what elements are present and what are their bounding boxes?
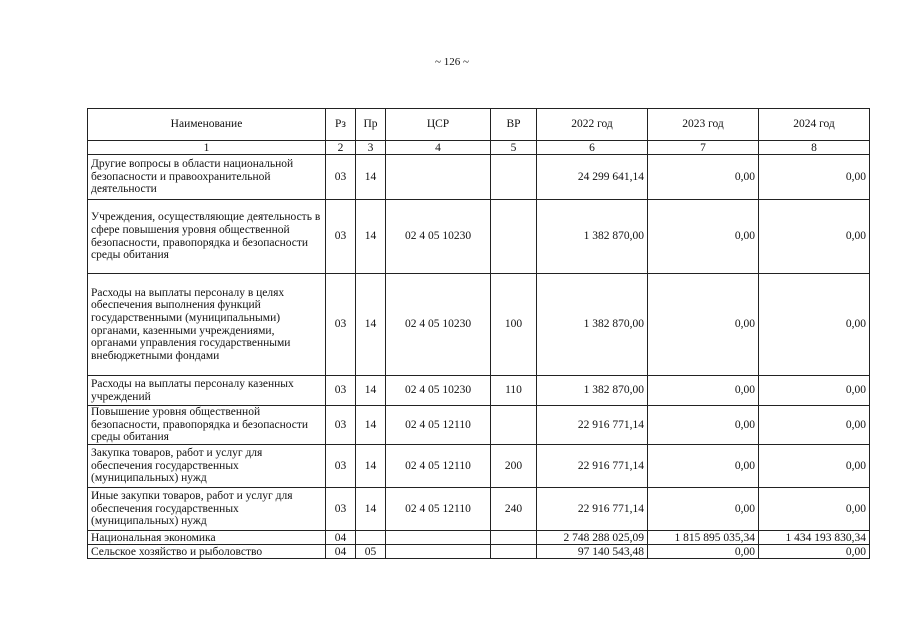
vr-cell bbox=[491, 531, 537, 545]
amount-2023-cell: 0,00 bbox=[648, 488, 759, 531]
rz-cell: 03 bbox=[326, 376, 356, 406]
name-cell: Повышение уровня общественной безопасности, правопорядка и безопасности среды обитания bbox=[88, 406, 326, 445]
header-row bbox=[88, 109, 870, 141]
table-row bbox=[88, 274, 870, 376]
amount-2022-cell: 1 382 870,00 bbox=[537, 200, 648, 274]
name-cell: Сельское хозяйство и рыболовство bbox=[88, 545, 326, 559]
pr-cell bbox=[356, 531, 386, 545]
header-cell: ВР bbox=[491, 109, 537, 141]
table-row bbox=[88, 445, 870, 488]
rz-cell: 03 bbox=[326, 488, 356, 531]
column-number-cell: 4 bbox=[386, 141, 491, 155]
amount-2022-cell: 1 382 870,00 bbox=[537, 376, 648, 406]
table-row bbox=[88, 531, 870, 545]
rz-cell: 03 bbox=[326, 445, 356, 488]
page-number: ~ 126 ~ bbox=[435, 56, 469, 68]
amount-2024-cell: 0,00 bbox=[759, 406, 870, 445]
csr-cell bbox=[386, 545, 491, 559]
column-number-cell: 3 bbox=[356, 141, 386, 155]
csr-cell: 02 4 05 12110 bbox=[386, 406, 491, 445]
csr-cell bbox=[386, 155, 491, 200]
column-number-cell: 6 bbox=[537, 141, 648, 155]
header-cell: 2024 год bbox=[759, 109, 870, 141]
amount-2022-cell: 97 140 543,48 bbox=[537, 545, 648, 559]
vr-cell: 110 bbox=[491, 376, 537, 406]
column-number-row bbox=[88, 141, 870, 155]
header-cell: Пр bbox=[356, 109, 386, 141]
csr-cell: 02 4 05 12110 bbox=[386, 445, 491, 488]
header-cell: Наименование bbox=[88, 109, 326, 141]
pr-cell: 14 bbox=[356, 488, 386, 531]
name-cell: Другие вопросы в области национальной безопасности и правоохранительной деятельности bbox=[88, 155, 326, 200]
column-number-cell: 2 bbox=[326, 141, 356, 155]
column-number-cell: 7 bbox=[648, 141, 759, 155]
column-number-cell: 8 bbox=[759, 141, 870, 155]
amount-2023-cell: 0,00 bbox=[648, 200, 759, 274]
name-cell: Закупка товаров, работ и услуг для обеспечения государственных (муниципальных) нужд bbox=[88, 445, 326, 488]
table-row bbox=[88, 406, 870, 445]
csr-cell: 02 4 05 10230 bbox=[386, 274, 491, 376]
vr-cell bbox=[491, 545, 537, 559]
table-row bbox=[88, 200, 870, 274]
name-cell: Национальная экономика bbox=[88, 531, 326, 545]
vr-cell: 240 bbox=[491, 488, 537, 531]
pr-cell: 14 bbox=[356, 200, 386, 274]
rz-cell: 03 bbox=[326, 406, 356, 445]
csr-cell: 02 4 05 10230 bbox=[386, 376, 491, 406]
vr-cell: 100 bbox=[491, 274, 537, 376]
amount-2024-cell: 0,00 bbox=[759, 445, 870, 488]
name-cell: Учреждения, осуществляющие деятельность в сфере повышения уровня общественной безопасности, правопорядка и безопасности среды обитания bbox=[88, 200, 326, 274]
pr-cell: 14 bbox=[356, 155, 386, 200]
amount-2023-cell: 0,00 bbox=[648, 376, 759, 406]
amount-2024-cell: 0,00 bbox=[759, 155, 870, 200]
amount-2024-cell: 0,00 bbox=[759, 488, 870, 531]
amount-2022-cell: 22 916 771,14 bbox=[537, 406, 648, 445]
rz-cell: 03 bbox=[326, 155, 356, 200]
rz-cell: 04 bbox=[326, 531, 356, 545]
pr-cell: 14 bbox=[356, 376, 386, 406]
vr-cell bbox=[491, 200, 537, 274]
pr-cell: 14 bbox=[356, 445, 386, 488]
budget-table bbox=[87, 108, 870, 559]
csr-cell: 02 4 05 10230 bbox=[386, 200, 491, 274]
table-row bbox=[88, 155, 870, 200]
amount-2024-cell: 0,00 bbox=[759, 376, 870, 406]
pr-cell: 14 bbox=[356, 406, 386, 445]
amount-2022-cell: 2 748 288 025,09 bbox=[537, 531, 648, 545]
table-row bbox=[88, 545, 870, 559]
amount-2023-cell: 0,00 bbox=[648, 274, 759, 376]
rz-cell: 04 bbox=[326, 545, 356, 559]
name-cell: Расходы на выплаты персоналу казенных учреждений bbox=[88, 376, 326, 406]
amount-2024-cell: 0,00 bbox=[759, 545, 870, 559]
amount-2023-cell: 1 815 895 035,34 bbox=[648, 531, 759, 545]
table-row bbox=[88, 376, 870, 406]
header-cell: Рз bbox=[326, 109, 356, 141]
rz-cell: 03 bbox=[326, 274, 356, 376]
amount-2023-cell: 0,00 bbox=[648, 155, 759, 200]
amount-2022-cell: 1 382 870,00 bbox=[537, 274, 648, 376]
amount-2023-cell: 0,00 bbox=[648, 445, 759, 488]
table-row bbox=[88, 488, 870, 531]
vr-cell: 200 bbox=[491, 445, 537, 488]
pr-cell: 14 bbox=[356, 274, 386, 376]
amount-2022-cell: 24 299 641,14 bbox=[537, 155, 648, 200]
column-number-cell: 1 bbox=[88, 141, 326, 155]
column-number-cell: 5 bbox=[491, 141, 537, 155]
pr-cell: 05 bbox=[356, 545, 386, 559]
amount-2023-cell: 0,00 bbox=[648, 406, 759, 445]
csr-cell: 02 4 05 12110 bbox=[386, 488, 491, 531]
amount-2022-cell: 22 916 771,14 bbox=[537, 445, 648, 488]
amount-2024-cell: 0,00 bbox=[759, 200, 870, 274]
amount-2024-cell: 0,00 bbox=[759, 274, 870, 376]
vr-cell bbox=[491, 406, 537, 445]
header-cell: 2023 год bbox=[648, 109, 759, 141]
header-cell: ЦСР bbox=[386, 109, 491, 141]
amount-2024-cell: 1 434 193 830,34 bbox=[759, 531, 870, 545]
csr-cell bbox=[386, 531, 491, 545]
name-cell: Расходы на выплаты персоналу в целях обеспечения выполнения функций государственными (муниципальными) органами, казенными учреждениями, органами управления государственными внебюджетными фондами bbox=[88, 274, 326, 376]
rz-cell: 03 bbox=[326, 200, 356, 274]
name-cell: Иные закупки товаров, работ и услуг для обеспечения государственных (муниципальных) нужд bbox=[88, 488, 326, 531]
amount-2022-cell: 22 916 771,14 bbox=[537, 488, 648, 531]
amount-2023-cell: 0,00 bbox=[648, 545, 759, 559]
vr-cell bbox=[491, 155, 537, 200]
header-cell: 2022 год bbox=[537, 109, 648, 141]
